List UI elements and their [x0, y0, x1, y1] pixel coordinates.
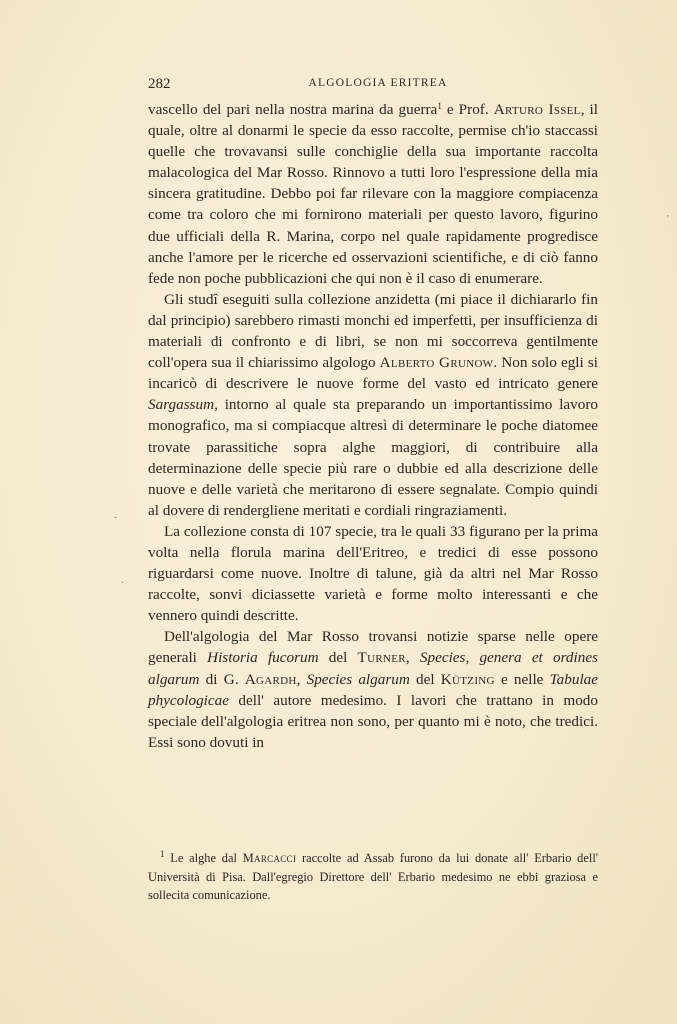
person-name: Marcacci: [242, 851, 297, 865]
person-name: Kützing: [440, 670, 495, 688]
work-title: Species, genera et ordines algarum: [148, 649, 598, 688]
work-title: Historia fucorum: [207, 649, 319, 667]
text-segment: , intorno al quale sta preparando un importantissimo lavoro monografico, ma si compiacque altresì di determinare le poche diatomee trovate parassitiche sopra alghe maggiori, di contribuire alla determinazione delle specie più rare o dubbie ed alla descrizione delle nuove e delle varietà che meritarono di essere segnalate. Compio quindi al dovere di rendergliene meritati e cordiali ringraziamenti.: [148, 396, 598, 519]
text-segment: raccolte ad Assab furono da lui donate all' Erbario dell' Università di Pisa. Dall'egregio Direttore dell' Erbario medesimo ne ebbi graziosa e sollecita comunicazione.: [148, 851, 598, 902]
paragraph-4: [148, 626, 598, 753]
page-number: 282: [148, 76, 171, 92]
person-name: G. Agardh: [223, 670, 297, 688]
text-segment: . Non solo egli si incaricò di descrivere le nuove forme del vasto ed intricato genere: [148, 354, 598, 393]
footnote-marker: 1: [160, 849, 165, 859]
text-segment: del: [318, 649, 358, 667]
text-segment: ,: [405, 649, 420, 667]
paragraph-1: [148, 99, 598, 289]
text-segment: Dell'algologia del Mar Rosso trovansi notizie sparse nelle opere generali: [148, 628, 598, 667]
text-segment: Le alghe dal: [164, 851, 243, 865]
page-header: [148, 76, 598, 94]
text-segment: Gli studî eseguiti sulla collezione anzidetta (mi piace il dichiararlo fin dal principio) sarebbero rimasti monchi ed imperfetti, per insufficienza di materiali di confronto e di libri, se non mi soccorreva gentilmente coll'opera sua il chiarissimo algologo: [148, 290, 598, 372]
text-segment: e nelle: [494, 670, 550, 688]
margin-mark: ˘: [114, 516, 118, 527]
text-segment: e Prof.: [441, 101, 494, 118]
work-title: Species algarum: [306, 670, 410, 688]
footnote-reference: 1: [437, 101, 442, 111]
text-segment: di: [199, 670, 224, 688]
running-title: ALGOLOGIA ERITREA: [308, 77, 448, 89]
footnote-text: [148, 849, 598, 905]
paragraph-2: [148, 289, 598, 521]
text-segment: dell' autore medesimo. I lavori che trattano in modo speciale dell'algologia eritrea non sono, per quanto mi è noto, che tredici. Essi sono dovuti in: [148, 691, 598, 751]
person-name: Turner: [357, 649, 406, 667]
paragraph-3: [148, 521, 598, 626]
text-segment: vascello del pari nella nostra marina da guerra: [148, 101, 438, 118]
text-segment: , il quale, oltre al donarmi le specie da esso raccolte, permise ch'io staccassi quelle che trovavansi sulle conchiglie della sua importante raccolta malacologica del Mar Rosso. Rinnovo a tutti loro l'espressione della mia sincera gratitudine. Debbo poi far rilevare con la maggiore compiacenza come tra coloro che mi fornirono materiali per questo lavoro, figurino due ufficiali della R. Marina, corpo nel quale rapidamente progredisce anche l'amore per le ricerche ed osservazioni scientifiche, e di ciò fanno fede non poche pubblicazioni che qui non è il caso di enumerare.: [148, 101, 598, 287]
body-text: [148, 99, 598, 753]
person-name: Arturo Issel: [493, 101, 581, 118]
person-name: Alberto Grunow: [379, 354, 494, 372]
text-segment: La collezione consta di 107 specie, tra le quali 33 figurano per la prima volta nella florula marina dell'Eritreo, e tredici di esse possono riguardarsi come nuove. Inoltre di talune, già da altri nel Mar Rosso raccolte, sonvi diciassette varietà e forme molto interessanti e che vennero quindi descritte.: [148, 522, 598, 625]
margin-mark: ·: [121, 578, 125, 589]
genus-name: Sargassum: [148, 396, 215, 414]
text-segment: del: [409, 670, 441, 688]
text-segment: ,: [296, 670, 307, 688]
margin-mark: ‚: [666, 208, 670, 219]
footnote: [148, 849, 598, 905]
work-title: Tabulae phycologicae: [148, 670, 599, 709]
